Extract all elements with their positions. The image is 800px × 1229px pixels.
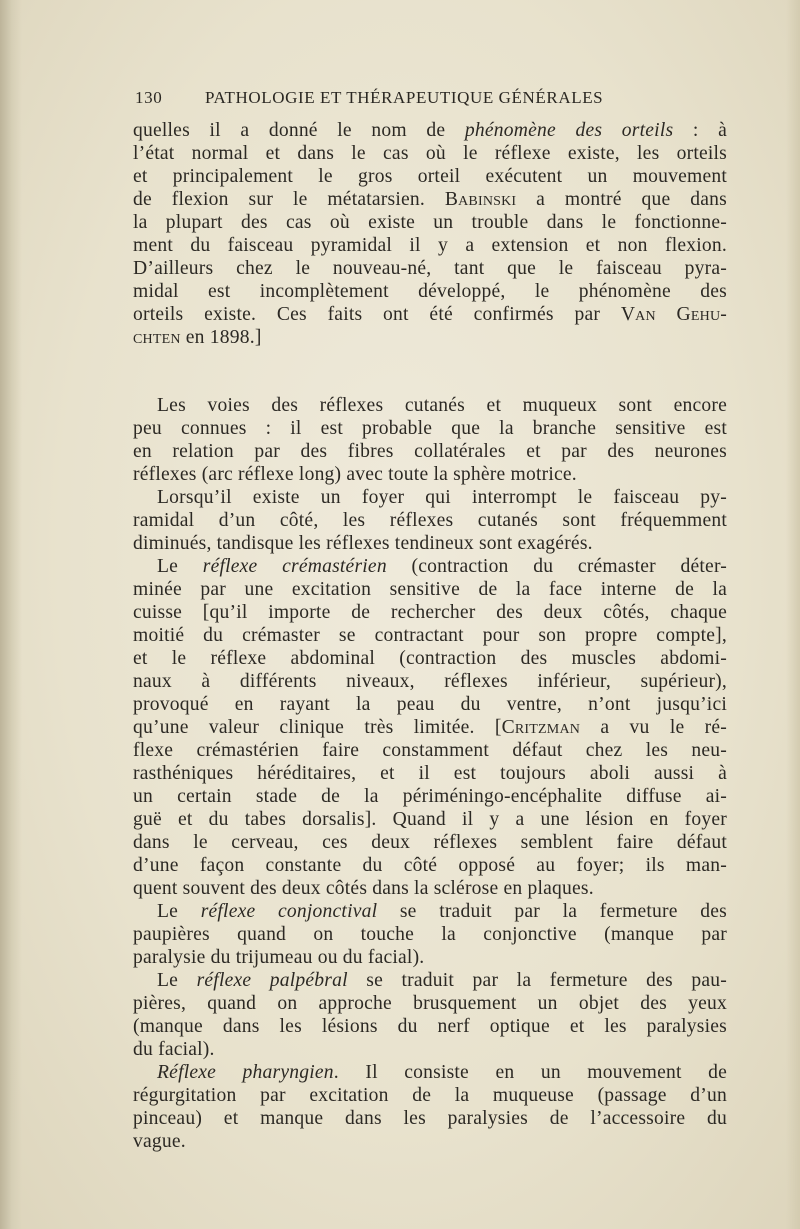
text-run: orteils existe. Ces faits ont été confirmés par [133,304,621,325]
text-line [133,211,727,234]
text-line [133,877,727,900]
text-run: rasthéniques héréditaires, et il est toujours aboli aussi à [133,763,727,784]
text-run: et principalement le gros orteil exécutent un mouvement [133,166,727,187]
text-run: Le [157,556,203,577]
text-line [133,165,727,188]
italic-term: Réflexe pharyngien [157,1062,334,1083]
text-run: (manque dans les lésions du nerf optique et les paralysies [133,1016,727,1037]
text-line [133,1015,727,1038]
text-run: ramidal d’un côté, les réflexes cutanés sont fréquemment [133,510,727,531]
text-run: Lorsqu’il existe un foyer qui interrompt le faisceau py- [157,487,727,508]
text-run: a montré que dans [516,189,727,210]
paragraph [133,969,727,1061]
text-line [133,831,727,854]
text-run: provoqué en rayant la peau du ventre, n’ont jusqu’ici [133,694,727,715]
text-line [133,785,727,808]
text-line [133,900,727,923]
text-line [133,532,727,555]
text-run: flexe crémastérien faire constamment défaut chez les neu- [133,740,727,761]
text-run: D’ailleurs chez le nouveau-né, tant que le faisceau pyra- [133,258,727,279]
text-line [133,303,727,326]
text-run: l’état normal et dans le cas où le réflexe existe, les orteils [133,143,727,164]
text-line [133,555,727,578]
text-line [133,716,727,739]
text-line [133,854,727,877]
text-run: qu’une valeur clinique très limitée. [ [133,717,502,738]
text-run: . Il consiste en un mouvement de [333,1062,727,1083]
italic-term: réflexe conjonctival [200,901,378,922]
text-run: paralysie du trijumeau ou du facial). [133,947,425,968]
text-run: quelles il a donné le nom de [133,120,465,141]
text-line [133,923,727,946]
text-run: : à [673,120,727,141]
paragraph [133,900,727,969]
italic-term: réflexe palpébral [196,970,348,991]
text-line [133,486,727,509]
italic-term: réflexe crémastérien [202,556,387,577]
text-run: la plupart des cas où existe un trouble dans le fonctionne- [133,212,727,233]
text-line [133,601,727,624]
text-line [133,326,727,349]
page-binding-edge [0,0,22,1229]
text-run: a vu le ré- [580,717,727,738]
text-line [133,1107,727,1130]
text-line [133,808,727,831]
text-run: naux à différents niveaux, réflexes inférieur, supérieur), [133,671,727,692]
author-name: Van Gehu- [620,304,727,325]
text-run: guë et du tabes dorsalis]. Quand il y a une lésion en foyer [133,809,727,830]
text-line [133,969,727,992]
text-line [133,1038,727,1061]
text-line [133,762,727,785]
text-run: réflexes (arc réflexe long) avec toute la sphère motrice. [133,464,577,485]
text-line [133,647,727,670]
text-line [133,280,727,303]
text-line [133,142,727,165]
text-line [133,1130,727,1153]
text-run: peu connues : il est probable que la branche sensitive est [133,418,727,439]
text-line [133,417,727,440]
paragraph [133,1061,727,1153]
paragraph [133,394,727,486]
text-run: d’une façon constante du côté opposé au foyer; ils man- [133,855,727,876]
text-run: vague. [133,1131,186,1152]
italic-term: phénomène des orteils [464,120,674,141]
text-line [133,440,727,463]
text-line [133,992,727,1015]
text-line [133,1061,727,1084]
page-right-edge [786,0,800,1229]
paragraph [133,486,727,555]
text-run: se traduit par la fermeture des pau- [347,970,727,991]
text-run: Le [157,901,201,922]
author-name: Critzman [501,717,581,738]
text-line [133,188,727,211]
text-run: pières, quand on approche brusquement un objet des yeux [133,993,727,1014]
text-run: paupières quand on touche la conjonctive (manque par [133,924,727,945]
text-line [133,463,727,486]
text-run: minée par une excitation sensitive de la face interne de la [133,579,727,600]
text-run: midal est incomplètement développé, le phénomène des [133,281,727,302]
text-run: et le réflexe abdominal (contraction des muscles abdomi- [133,648,727,669]
text-run: dans le cerveau, ces deux réflexes semblent faire défaut [133,832,727,853]
text-run: cuisse [qu’il importe de rechercher des deux côtés, chaque [133,602,727,623]
author-name: Babinski [444,189,517,210]
text-run: de flexion sur le métatarsien. [133,189,445,210]
text-run: régurgitation par excitation de la muqueuse (passage d’un [133,1085,727,1106]
author-name: chten [133,327,181,348]
page-number: 130 [135,88,163,107]
text-line [133,693,727,716]
text-run: Le [157,970,197,991]
text-line [133,739,727,762]
running-title: PATHOLOGIE ET THÉRAPEUTIQUE GÉNÉRALES [205,88,604,107]
text-run: Les voies des réflexes cutanés et muqueux sont encore [157,395,727,416]
text-line [133,670,727,693]
body-text [133,119,727,1153]
text-line [133,578,727,601]
text-run: quent souvent des deux côtés dans la sclérose en plaques. [133,878,594,899]
running-header [135,88,735,112]
text-line [133,257,727,280]
text-line [133,119,727,142]
text-run: en relation par des fibres collatérales et par des neurones [133,441,727,462]
paragraph-gap [133,349,727,394]
text-line [133,509,727,532]
text-run: un certain stade de la périméningo-encéphalite diffuse ai- [133,786,727,807]
text-line [133,234,727,257]
paragraph [133,119,727,349]
text-line [133,946,727,969]
text-run: ment du faisceau pyramidal il y a extension et non flexion. [133,235,727,256]
text-run: en 1898.] [180,327,262,348]
paragraph [133,555,727,900]
text-line [133,624,727,647]
text-run: moitié du crémaster se contractant pour son propre compte], [133,625,727,646]
text-run: du facial). [133,1039,215,1060]
text-run: diminués, tandisque les réflexes tendineux sont exagérés. [133,533,593,554]
text-line [133,1084,727,1107]
text-run: se traduit par la fermeture des [377,901,727,922]
text-line [133,394,727,417]
text-run: (contraction du crémaster déter- [386,556,728,577]
text-run: pinceau) et manque dans les paralysies de l’accessoire du [133,1108,727,1129]
